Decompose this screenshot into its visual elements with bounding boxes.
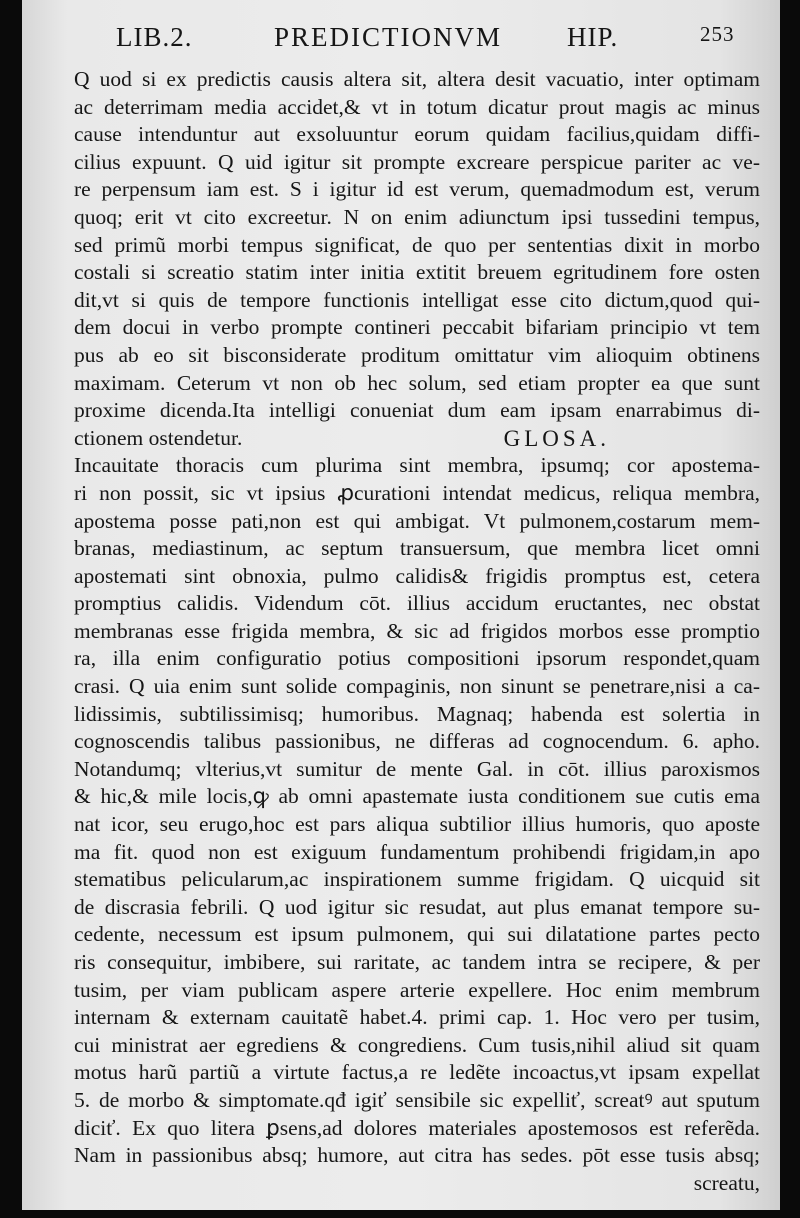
- book-page: [22, 0, 780, 1210]
- glosa-heading-line: [74, 425, 760, 453]
- text-line: proxime dicenda.Ita intelligi conueniat dum eam ipsam enarrabimus di-: [74, 398, 760, 423]
- text-line: stematibus pelicularum,ac inspirationem summe frigidam. Q uicquid sit: [74, 867, 760, 892]
- text-line: internam & externam cauitatẽ habet.4. primi cap. 1. Hoc vero per tusim,: [74, 1005, 760, 1030]
- text-line: diciť. Ex quo litera ꝑsens,ad dolores materiales apostemosos est referẽda.: [74, 1115, 760, 1140]
- folio-number: 253: [700, 22, 735, 46]
- text-line: quoq; erit vt cito excreetur. N on enim adiunctum ipsi tussedini tempus,: [74, 204, 760, 229]
- text-line: promptius calidis. Videndum cōt. illius accidum eructantes, nec obstat: [74, 591, 760, 616]
- text-line: ac deterrimam media accidet,& vt in totum dicatur prout magis ac minus: [74, 94, 760, 119]
- author-abbrev: HIP.: [567, 22, 619, 52]
- text-line: dem docui in verbo prompte contineri peccabit bifariam principio vt tem: [74, 315, 760, 340]
- text-line: membranas esse frigida membra, & sic ad frigidos morbos esse promptio: [74, 618, 760, 643]
- text-line: ma fit. quod non est exiguum fundamentum prohibendi frigidam,in apo: [74, 839, 760, 864]
- text-line: Notandumq; vlterius,vt sumitur de mente Gal. in cōt. illius paroxismos: [74, 756, 760, 781]
- text-line: ris consequitur, imbibere, sui raritate, ac tandem intra se recipere, & per: [74, 950, 760, 974]
- text-line: cedente, necessum est ipsum pulmonem, qui sui dilatatione partes pecto: [74, 922, 760, 947]
- text-line: re perpensum iam est. S i igitur id est verum, quemadmodum est, verum: [74, 177, 760, 202]
- text-line: ra, illa enim configuratio potius compositioni ipsorum respondet,quam: [74, 646, 760, 671]
- text-line: dit,vt si quis de tempore functionis intelligat esse cito dictum,quod qui-: [74, 287, 760, 312]
- text-line: cause intenduntur aut exsoluuntur eorum quidam facilius,quidam diffi-: [74, 122, 760, 147]
- text-line: cognoscendis talibus passionibus, ne differas ad cognocendum. 6. apho.: [74, 729, 760, 754]
- text-line: cui ministrat aer egrediens & congrediens. Cum tusis,nihil aliud sit quam: [74, 1032, 760, 1057]
- text-line: apostema posse pati,non est qui ambigat. Vt pulmonem,costarum mem-: [74, 508, 760, 533]
- text-block: [74, 66, 760, 1197]
- text-line: maximam. Ceterum vt non ob hec solum, sed etiam propter ea que sunt: [74, 370, 760, 395]
- text-line: Q uod si ex predictis causis altera sit, altera desit vacuatio, inter optimam: [74, 67, 760, 91]
- running-title: PREDICTIONVM: [274, 22, 503, 52]
- catchword: screatu,: [693, 1170, 760, 1195]
- running-header: [22, 22, 780, 62]
- text-line: crasi. Q uia enim sunt solide compaginis, non sinunt se penetrare,nisi a ca-: [74, 674, 760, 699]
- text-line: sed primũ morbi tempus significat, de quo per sententias dixit in morbo: [74, 232, 760, 257]
- text-line: ri non possit, sic vt ipsius ꝓcurationi intendat medicus, reliqua membra,: [74, 480, 760, 505]
- text-line-end: ctionem ostendetur.: [74, 425, 243, 450]
- text-line: 5. de morbo & simptomate.qđ igiť sensibile sic expelliť, screatꝰ aut sputum: [74, 1087, 760, 1112]
- text-line: branas, mediastinum, ac septum transuersum, que membra licet omni: [74, 536, 760, 561]
- text-line: nat icor, seu erugo,hoc est pars aliqua subtilior illius humoris, quo aposte: [74, 812, 760, 837]
- text-line: Nam in passionibus absq; humore, aut citra has sedes. pōt esse tusis absq;: [74, 1143, 760, 1168]
- text-line: de discrasia febrili. Q uod igitur sic resudat, aut plus emanat tempore su-: [74, 894, 760, 919]
- text-line: pus ab eo sit bisconsiderate proditum omittatur vim alioquim obtinens: [74, 342, 760, 367]
- text-line: & hic,& mile locis,ꝙ ab omni apastemate iusta conditionem sue cutis ema: [74, 784, 760, 809]
- text-line: lidissimis, subtilissimisq; humoribus. Magnaq; habenda est solertia in: [74, 701, 760, 726]
- text-line: cilius expuunt. Q uid igitur sit prompte excreare perspicue pariter ac ve-: [74, 149, 760, 174]
- glosa-heading: GLOSA.: [503, 425, 610, 451]
- text-line: apostemati sint obnoxia, pulmo calidis& frigidis promptus est, cetera: [74, 563, 760, 588]
- text-line: motus harũ partiũ a virtute factus,a re ledẽte incoactus,vt ipsam expellat: [74, 1060, 760, 1085]
- text-line: costali si screatio statim inter initia extitit breuem egritudinem fore osten: [74, 260, 760, 285]
- text-line: tusim, per viam publicam aspere arterie expellere. Hoc enim membrum: [74, 977, 760, 1002]
- text-line: Incauitate thoracis cum plurima sint membra, ipsumq; cor apostema-: [74, 453, 760, 478]
- book-number: LIB.2.: [116, 22, 193, 52]
